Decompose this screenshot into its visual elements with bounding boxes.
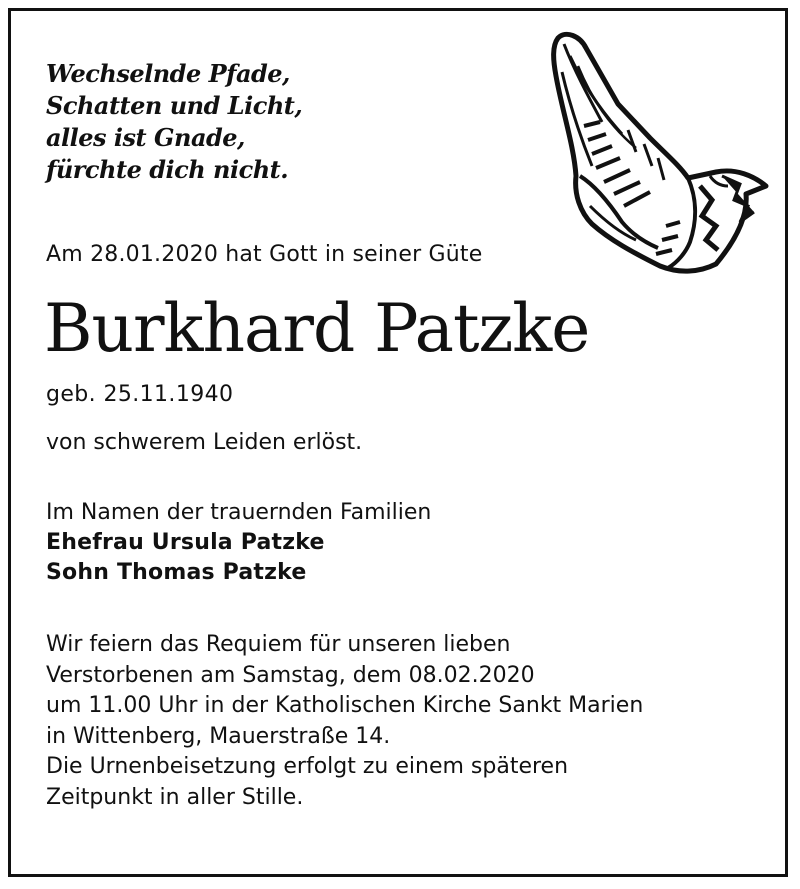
praying-hands-icon — [540, 26, 780, 276]
service-line: in Wittenberg, Mauerstraße 14. — [46, 723, 391, 749]
poem-line: alles ist Gnade, — [46, 123, 245, 152]
deceased-name: Burkhard Patzke — [44, 290, 590, 367]
service-line: um 11.00 Uhr in der Katholischen Kirche Sankt Marien — [46, 693, 644, 718]
released-text: von schwerem Leiden erlöst. — [46, 430, 363, 455]
announcement-intro: Am 28.01.2020 hat Gott in seiner Güte — [46, 242, 483, 267]
service-line: Verstorbenen am Samstag, dem 08.02.2020 — [46, 662, 535, 688]
poem-line: Wechselnde Pfade, — [46, 59, 290, 88]
poem — [46, 58, 302, 186]
service-info — [46, 630, 643, 813]
family-member: Ehefrau Ursula Patzke — [46, 530, 325, 555]
service-line: Wir feiern das Requiem für unseren lieben — [46, 632, 511, 657]
poem-line: Schatten und Licht, — [46, 91, 303, 120]
family-section — [46, 498, 431, 588]
birth-date: geb. 25.11.1940 — [46, 382, 234, 407]
service-line: Die Urnenbeisetzung erfolgt zu einem späteren — [46, 754, 569, 779]
family-intro: Im Namen der trauernden Familien — [46, 500, 432, 525]
family-member: Sohn Thomas Patzke — [46, 560, 307, 585]
poem-line: fürchte dich nicht. — [46, 155, 289, 184]
service-line: Zeitpunkt in aller Stille. — [46, 784, 304, 810]
